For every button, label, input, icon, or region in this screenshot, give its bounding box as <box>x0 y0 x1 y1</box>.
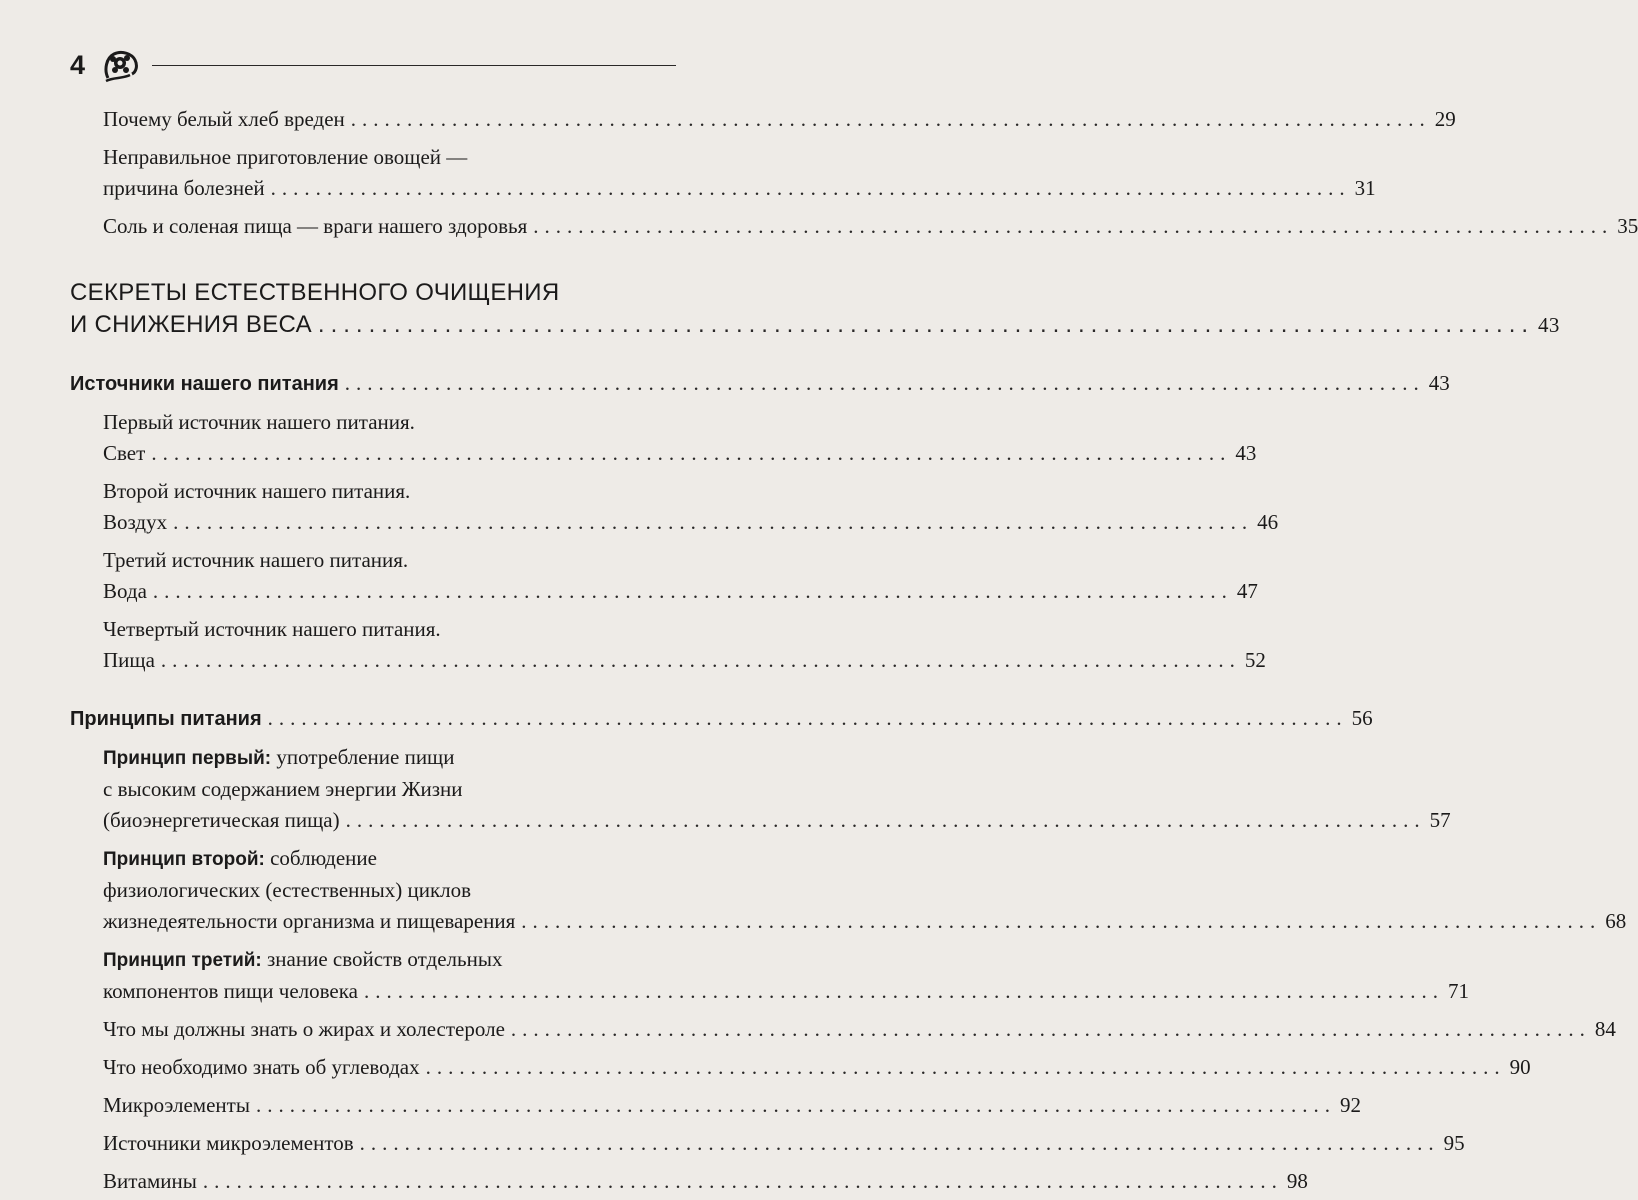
section-title: СЕКРЕТЫ ЕСТЕСТВЕННОГО ОЧИЩЕНИЯ <box>70 279 560 306</box>
toc-page-number: 52 <box>1244 648 1266 672</box>
principle-lead: Принцип второй: <box>103 849 265 870</box>
toc-entry-title: Первый источник нашего питания. <box>103 410 415 434</box>
principle-lead: Принцип третий: <box>103 950 262 971</box>
section-title-cont: И СНИЖЕНИЯ ВЕСА <box>70 311 312 338</box>
toc-page-number: 35 <box>1617 214 1638 238</box>
leader-dots: ................................................................................................ <box>317 311 1535 338</box>
toc-entry <box>103 407 1257 469</box>
toc-page-number: 95 <box>1443 1131 1465 1155</box>
page-number: 4 <box>70 50 86 80</box>
toc-entry-title: Микроэлементы <box>103 1093 250 1117</box>
toc-entry <box>103 211 1638 242</box>
toc-chapter <box>70 368 1450 400</box>
toc-entry-title-cont: физиологических (естественных) циклов <box>103 878 472 902</box>
toc-section-heading <box>70 277 1560 341</box>
toc-entry-title-cont: Воздух <box>103 510 168 534</box>
toc-page-number: 92 <box>1339 1093 1361 1117</box>
leader-dots: ................................................................................................ <box>425 1055 1506 1079</box>
leader-dots: ................................................................................................ <box>359 1131 1440 1155</box>
toc-entry-title: Что необходимо знать об углеводах <box>103 1055 420 1079</box>
toc-page-number: 43 <box>1235 441 1257 465</box>
toc-entry <box>103 1052 1531 1083</box>
toc-entry <box>103 843 1627 937</box>
leader-dots: ................................................................................................ <box>510 1017 1591 1041</box>
leader-dots: ................................................................................................ <box>521 909 1602 933</box>
toc-page-number: 68 <box>1605 909 1627 933</box>
toc-entry-title: Четвертый источник нашего питания. <box>103 617 441 641</box>
toc-page-number: 71 <box>1447 979 1469 1003</box>
toc-entry-title-cont: с высоким содержанием энергии Жизни <box>103 777 463 801</box>
toc-entry-title-cont: Свет <box>103 441 146 465</box>
toc-entry-title-cont: Вода <box>103 579 147 603</box>
leader-dots: ................................................................................................ <box>160 648 1241 672</box>
leader-dots: ................................................................................................ <box>202 1169 1283 1193</box>
toc-entry <box>103 545 1258 607</box>
leader-dots: ................................................................................................ <box>345 808 1426 832</box>
toc-page-number: 56 <box>1351 706 1373 730</box>
leader-dots: ................................................................................................ <box>270 176 1351 200</box>
toc-entry-title-cont: причина болезней <box>103 176 265 200</box>
toc-chapter <box>70 703 1373 735</box>
leader-dots: ................................................................................................ <box>255 1093 1336 1117</box>
chapter-title: Принципы питания <box>70 708 262 730</box>
toc-entry <box>103 476 1279 538</box>
toc-entry-title: соблюдение <box>264 846 377 870</box>
toc-page-number: 31 <box>1354 176 1376 200</box>
toc-page-number: 98 <box>1286 1169 1308 1193</box>
toc-page-number: 43 <box>1428 371 1450 395</box>
toc-page-number: 57 <box>1429 808 1451 832</box>
toc-page-number: 43 <box>1538 313 1560 337</box>
toc-entry-title: Второй источник нашего питания. <box>103 479 411 503</box>
leader-dots: ................................................................................................ <box>173 510 1254 534</box>
toc-entry-title: Витамины <box>103 1169 197 1193</box>
chapter-title: Источники нашего питания <box>70 373 339 395</box>
toc-entry <box>103 742 1451 836</box>
principle-lead: Принцип первый: <box>103 748 272 769</box>
toc-entry-title: Что мы должны знать о жирах и холестероле <box>103 1017 505 1041</box>
toc-page-number: 90 <box>1509 1055 1531 1079</box>
header-rule <box>152 65 676 66</box>
toc-page-number: 29 <box>1434 107 1456 131</box>
toc-page-number: 47 <box>1236 579 1258 603</box>
leader-dots: ................................................................................................ <box>267 706 1348 730</box>
toc-entry <box>103 104 1456 135</box>
toc-entry <box>103 944 1469 1007</box>
toc-entry-title-cont: (биоэнергетическая пища) <box>103 808 340 832</box>
page-header <box>70 48 676 88</box>
leader-dots: ................................................................................................ <box>533 214 1614 238</box>
toc-entry <box>103 614 1266 676</box>
leader-dots: ................................................................................................ <box>152 579 1233 603</box>
toc-entry <box>103 1090 1361 1121</box>
toc-entry <box>103 142 1376 204</box>
toc-entry <box>103 1014 1616 1045</box>
floral-ornament-icon <box>102 48 142 84</box>
toc-page-number: 84 <box>1594 1017 1616 1041</box>
toc-entry-title: Неправильное приготовление овощей — <box>103 145 468 169</box>
toc-entry-title-cont: Пища <box>103 648 155 672</box>
toc-entry-title: Источники микроэлементов <box>103 1131 354 1155</box>
toc-page-number: 46 <box>1257 510 1279 534</box>
toc-entry <box>103 1166 1308 1197</box>
leader-dots: ................................................................................................ <box>344 371 1425 395</box>
toc-entry-title-cont: компонентов пищи человека <box>103 979 358 1003</box>
toc-entry-title: Почему белый хлеб вреден <box>103 107 345 131</box>
table-of-contents <box>0 104 1638 1197</box>
leader-dots: ................................................................................................ <box>363 979 1444 1003</box>
leader-dots: ................................................................................................ <box>151 441 1232 465</box>
toc-entry-title: знание свойств отдельных <box>261 947 503 971</box>
toc-entry-title-cont: жизнедеятельности организма и пищеварения <box>103 909 516 933</box>
toc-entry-title: употребление пищи <box>271 745 455 769</box>
toc-entry <box>103 1128 1465 1159</box>
toc-entry-title: Третий источник нашего питания. <box>103 548 409 572</box>
toc-entry-title: Соль и соленая пища — враги нашего здоровья <box>103 214 528 238</box>
leader-dots: ................................................................................................ <box>350 107 1431 131</box>
